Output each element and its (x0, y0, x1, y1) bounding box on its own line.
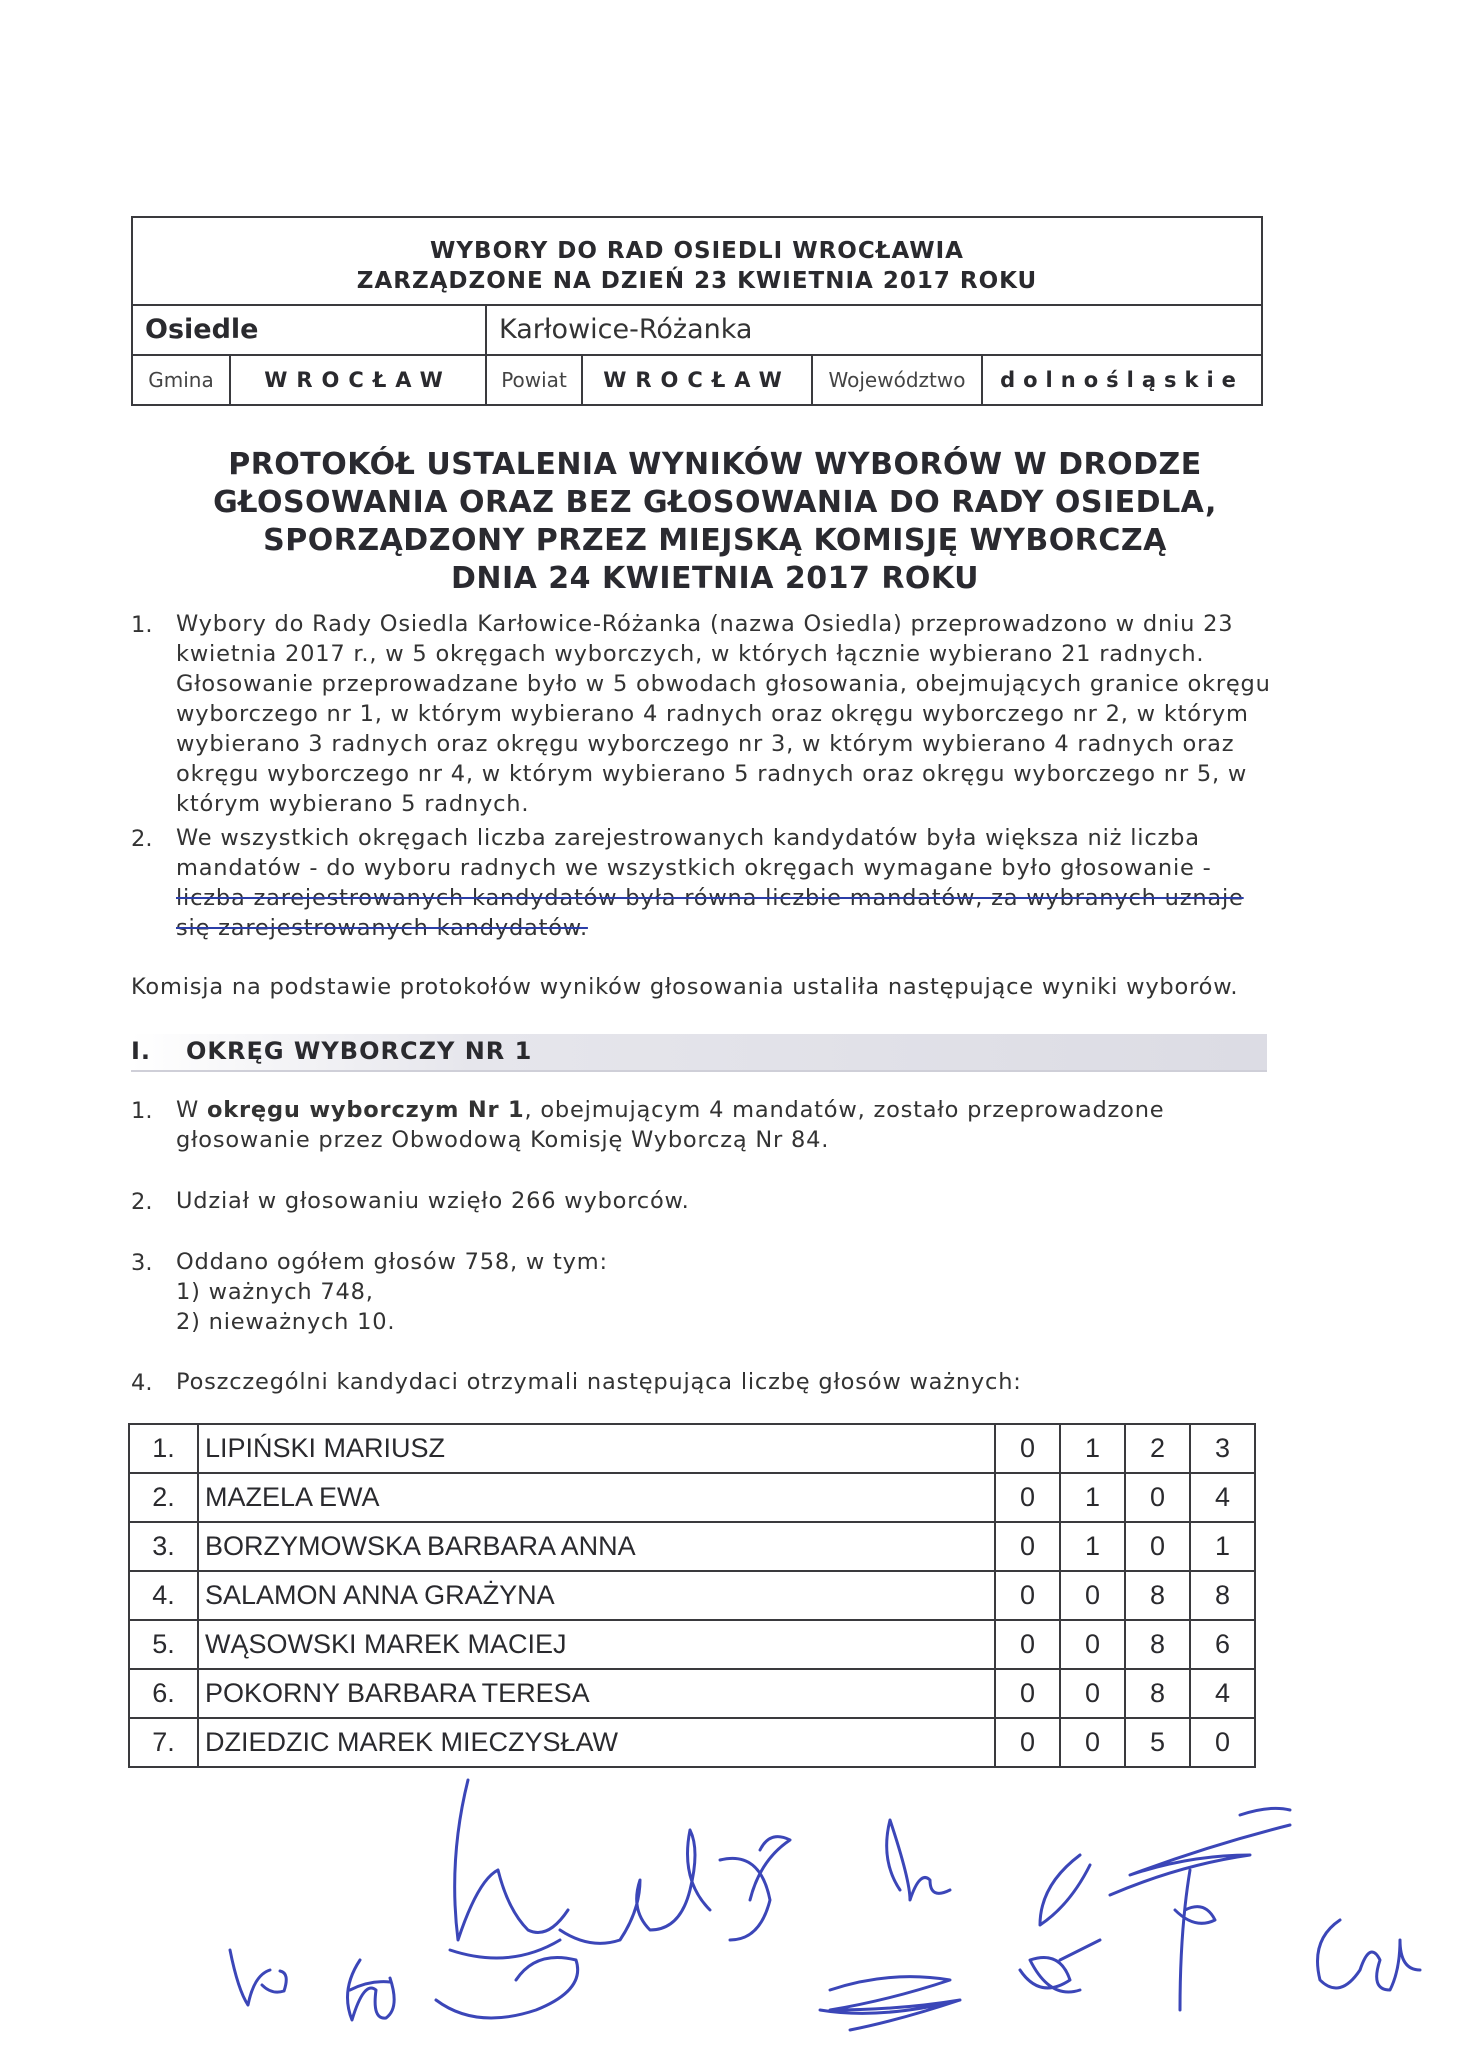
protocol-title-line4: DNIA 24 KWIETNIA 2017 ROKU (450, 561, 980, 596)
intro-item-2-struck-line: liczba zarejestrowanych kandydatów była równa liczbie mandatów, za wybranych uznaje (176, 885, 1244, 911)
vote-count-digit: 0 (995, 1473, 1060, 1522)
vote-count-digit: 8 (1125, 1571, 1190, 1620)
wojewodztwo-label: Województwo (813, 356, 983, 404)
vote-count-digit: 0 (995, 1522, 1060, 1571)
wojewodztwo-value: dolnośląskie (1000, 368, 1244, 392)
osiedle-row (133, 306, 1261, 356)
section-item-2-number: 2. (131, 1189, 153, 1215)
intro-item-1-line: wyborczego nr 1, w którym wybierano 4 radnych oraz okręgu wyborczego nr 2, w którym (176, 701, 1249, 727)
vote-count-digit: 0 (1060, 1571, 1125, 1620)
election-header-title (133, 218, 1261, 306)
intro-item-1-line: Głosowanie przeprowadzane było w 5 obwodach głosowania, obejmujących granice okręgu (176, 671, 1271, 697)
election-header-box (131, 216, 1263, 406)
candidate-name: SALAMON ANNA GRAŻYNA (198, 1571, 995, 1620)
candidate-row (129, 1571, 1255, 1620)
vote-count-digit: 0 (1060, 1718, 1125, 1767)
candidate-number: 6. (129, 1669, 198, 1718)
vote-count-digit: 8 (1125, 1669, 1190, 1718)
intro-item-1-line: okręgu wyborczego nr 4, w którym wybierano 5 radnych oraz okręgu wyborczego nr 5, w (176, 761, 1248, 787)
candidate-number: 1. (129, 1424, 198, 1473)
location-row (133, 356, 1261, 404)
candidate-name: DZIEDZIC MAREK MIECZYSŁAW (198, 1718, 995, 1767)
commission-statement: Komisja na podstawie protokołów wyników głosowania ustaliła następujące wyniki wyborów. (131, 974, 1239, 1000)
election-title-line1: WYBORY DO RAD OSIEDLI WROCŁAWIA (430, 238, 964, 264)
section-item-1-pre: W (176, 1097, 207, 1123)
intro-item-2-text (176, 823, 1296, 943)
candidate-row (129, 1669, 1255, 1718)
candidates-table-body (129, 1424, 1255, 1767)
candidate-name: LIPIŃSKI MARIUSZ (198, 1424, 995, 1473)
signatures-image (200, 1770, 1430, 2060)
vote-count-digit: 0 (995, 1424, 1060, 1473)
vote-count-digit: 3 (1190, 1424, 1255, 1473)
candidate-number: 4. (129, 1571, 198, 1620)
section-item-3-number: 3. (131, 1250, 153, 1276)
intro-item-2-number: 2. (131, 826, 153, 852)
vote-count-digit: 5 (1125, 1718, 1190, 1767)
candidate-name: BORZYMOWSKA BARBARA ANNA (198, 1522, 995, 1571)
vote-count-digit: 6 (1190, 1620, 1255, 1669)
intro-item-1-line: którym wybierano 5 radnych. (176, 791, 530, 817)
candidate-name: MAZELA EWA (198, 1473, 995, 1522)
gmina-label: Gmina (133, 356, 231, 404)
candidate-row (129, 1522, 1255, 1571)
vote-count-digit: 2 (1125, 1424, 1190, 1473)
protocol-title-line3: SPORZĄDZONY PRZEZ MIEJSKĄ KOMISJĘ WYBORCZĄ (263, 523, 1167, 558)
intro-item-1-line: kwietnia 2017 r., w 5 okręgach wyborczych, w których łącznie wybierano 21 radnych. (176, 641, 1205, 667)
protocol-title (131, 446, 1299, 598)
section-item-1-line2: głosowanie przez Obwodową Komisję Wyborczą Nr 84. (176, 1127, 830, 1153)
section-roman-numeral: I. (131, 1037, 152, 1065)
election-title-line2: ZARZĄDZONE NA DZIEŃ 23 KWIETNIA 2017 ROKU (356, 268, 1038, 294)
valid-votes-line: 1) ważnych 748, (176, 1279, 374, 1305)
intro-item-2-struck-line: się zarejestrowanych kandydatów. (176, 915, 588, 941)
vote-count-digit: 1 (1060, 1473, 1125, 1522)
vote-count-digit: 0 (1125, 1522, 1190, 1571)
section-item-1-post: , obejmującym 4 mandatów, zostało przeprowadzone (524, 1097, 1165, 1123)
intro-item-2-line: mandatów - do wyboru radnych we wszystkich okręgach wymagane było głosowanie - (176, 855, 1212, 881)
candidate-number: 5. (129, 1620, 198, 1669)
section-item-2-text: Udział w głosowaniu wzięło 266 wyborców. (176, 1188, 690, 1214)
osiedle-label: Osiedle (133, 306, 487, 354)
gmina-value: WROCŁAW (231, 356, 487, 404)
section-item-3-text (176, 1247, 1276, 1337)
intro-item-1-number: 1. (131, 612, 153, 638)
vote-count-digit: 0 (1060, 1669, 1125, 1718)
protocol-title-line2: GŁOSOWANIA ORAZ BEZ GŁOSOWANIA DO RADY OSIEDLA, (213, 485, 1217, 520)
protocol-title-line1: PROTOKÓŁ USTALENIA WYNIKÓW WYBORÓW W DRODZE (228, 447, 1202, 482)
candidates-table (128, 1423, 1256, 1768)
candidate-row (129, 1424, 1255, 1473)
candidate-number: 3. (129, 1522, 198, 1571)
candidate-row (129, 1620, 1255, 1669)
section-title: OKRĘG WYBORCZY NR 1 (186, 1037, 533, 1065)
vote-count-digit: 1 (1060, 1424, 1125, 1473)
intro-item-1-line: wybierano 3 radnych oraz okręgu wyborczego nr 3, w którym wybierano 4 radnych oraz (176, 731, 1235, 757)
section-heading-bar (131, 1034, 1267, 1072)
vote-count-digit: 0 (995, 1620, 1060, 1669)
vote-count-digit: 4 (1190, 1669, 1255, 1718)
candidate-row (129, 1718, 1255, 1767)
vote-count-digit: 1 (1060, 1522, 1125, 1571)
section-item-1-number: 1. (131, 1098, 153, 1124)
invalid-votes-line: 2) nieważnych 10. (176, 1309, 396, 1335)
section-item-1-district: okręgu wyborczym Nr 1 (207, 1097, 525, 1123)
candidate-row (129, 1473, 1255, 1522)
vote-count-digit: 1 (1190, 1522, 1255, 1571)
vote-count-digit: 4 (1190, 1473, 1255, 1522)
intro-item-2-line: We wszystkich okręgach liczba zarejestrowanych kandydatów była większa niż liczba (176, 825, 1200, 851)
candidate-name: POKORNY BARBARA TERESA (198, 1669, 995, 1718)
powiat-value: WROCŁAW (583, 356, 813, 404)
intro-item-1-text (176, 609, 1296, 819)
section-item-3-line: Oddano ogółem głosów 758, w tym: (176, 1249, 608, 1275)
vote-count-digit: 8 (1125, 1620, 1190, 1669)
vote-count-digit: 0 (995, 1718, 1060, 1767)
intro-item-1-line: Wybory do Rady Osiedla Karłowice-Różanka (nazwa Osiedla) przeprowadzono w dniu 23 (176, 611, 1234, 637)
candidate-number: 2. (129, 1473, 198, 1522)
osiedle-value: Karłowice-Różanka (499, 314, 753, 345)
vote-count-digit: 8 (1190, 1571, 1255, 1620)
vote-count-digit: 0 (1190, 1718, 1255, 1767)
section-item-1-text (176, 1095, 1296, 1155)
candidate-number: 7. (129, 1718, 198, 1767)
vote-count-digit: 0 (995, 1669, 1060, 1718)
section-item-4-number: 4. (131, 1370, 153, 1396)
vote-count-digit: 0 (995, 1571, 1060, 1620)
vote-count-digit: 0 (1060, 1620, 1125, 1669)
section-item-4-text: Poszczególni kandydaci otrzymali następująca liczbę głosów ważnych: (176, 1369, 1022, 1395)
vote-count-digit: 0 (1125, 1473, 1190, 1522)
powiat-label: Powiat (487, 356, 583, 404)
candidate-name: WĄSOWSKI MAREK MACIEJ (198, 1620, 995, 1669)
